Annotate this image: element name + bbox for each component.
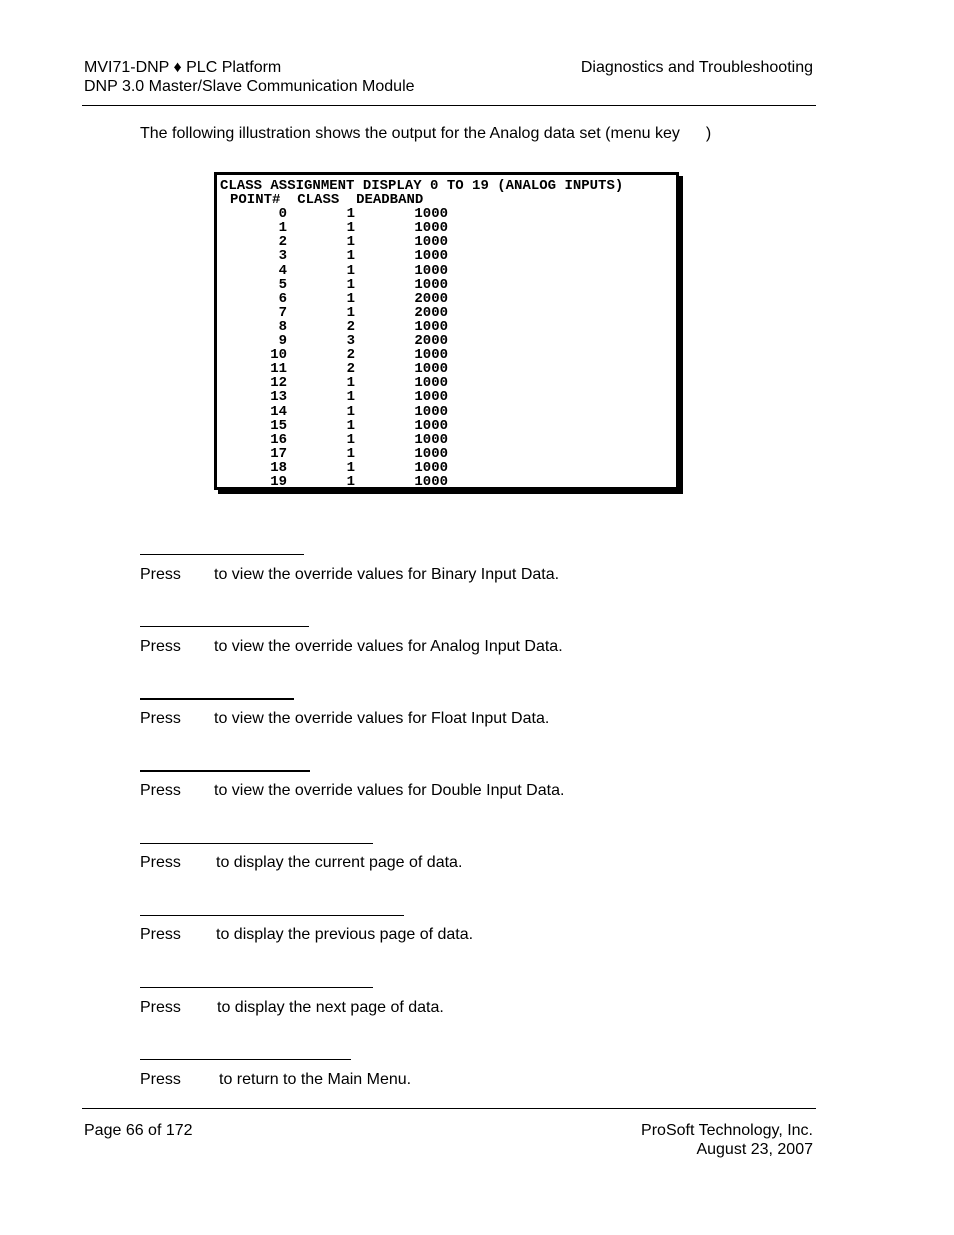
- row-point: 16: [270, 431, 287, 448]
- press-label: Press: [140, 710, 181, 727]
- row-deadband: 1000: [414, 417, 448, 434]
- terminal-row: [220, 320, 676, 334]
- row-deadband: 1000: [414, 206, 448, 223]
- terminal-row: [220, 376, 676, 390]
- row-class: 1: [346, 375, 355, 392]
- row-class: 1: [346, 248, 355, 265]
- row-point: 13: [270, 389, 287, 406]
- terminal-row: [220, 447, 676, 461]
- row-point: 6: [278, 290, 287, 307]
- press-label: Press: [140, 638, 181, 655]
- section-heading-rule: [140, 770, 310, 772]
- row-point: 1: [278, 220, 287, 237]
- terminal-row: [220, 249, 676, 263]
- row-point: 11: [270, 361, 287, 378]
- row-class: 1: [346, 290, 355, 307]
- section-instruction: [140, 854, 463, 872]
- instruction-text: to display the previous page of data.: [216, 926, 474, 943]
- row-point: 17: [270, 445, 287, 462]
- row-point: 15: [270, 417, 287, 434]
- press-label: Press: [140, 566, 181, 583]
- row-class: 1: [346, 206, 355, 223]
- header-module: DNP 3.0 Master/Slave Communication Module: [84, 78, 415, 95]
- row-class: 1: [346, 234, 355, 251]
- row-deadband: 1000: [414, 276, 448, 293]
- footer-rule: [82, 1108, 816, 1109]
- footer-page-number: Page 66 of 172: [84, 1122, 193, 1139]
- row-class: 1: [346, 304, 355, 321]
- row-point: 2: [278, 234, 287, 251]
- press-label: Press: [140, 1071, 181, 1088]
- section-heading-rule: [140, 554, 304, 555]
- instruction-text: to view the override values for Double Input Data.: [214, 782, 565, 799]
- terminal-row: [220, 278, 676, 292]
- intro-close: ): [705, 125, 712, 142]
- row-deadband: 2000: [414, 304, 448, 321]
- terminal-row: [220, 475, 676, 489]
- header-rule: [82, 105, 816, 106]
- intro-text: The following illustration shows the output for the Analog data set (menu key: [140, 125, 680, 142]
- section-heading-rule: [140, 626, 309, 627]
- row-deadband: 1000: [414, 375, 448, 392]
- row-class: 1: [346, 389, 355, 406]
- footer-company: ProSoft Technology, Inc.: [641, 1122, 813, 1139]
- section-instruction: [140, 638, 563, 656]
- press-label: Press: [140, 999, 181, 1016]
- terminal-row: [220, 461, 676, 475]
- section-instruction: [140, 710, 550, 728]
- press-label: Press: [140, 926, 181, 943]
- section-instruction: [140, 782, 565, 800]
- terminal-row: [220, 235, 676, 249]
- row-deadband: 1000: [414, 262, 448, 279]
- instruction-text: to view the override values for Binary Input Data.: [214, 566, 560, 583]
- terminal-row: [220, 306, 676, 320]
- row-deadband: 1000: [414, 347, 448, 364]
- row-point: 19: [270, 473, 287, 490]
- press-label: Press: [140, 782, 181, 799]
- row-class: 1: [346, 431, 355, 448]
- section-heading-rule: [140, 843, 373, 844]
- row-class: 1: [346, 417, 355, 434]
- row-class: 1: [346, 262, 355, 279]
- instruction-text: to view the override values for Float Input Data.: [214, 710, 550, 727]
- row-deadband: 1000: [414, 234, 448, 251]
- row-point: 18: [270, 459, 287, 476]
- row-class: 1: [346, 459, 355, 476]
- row-deadband: 2000: [414, 333, 448, 350]
- row-class: 2: [346, 347, 355, 364]
- row-class: 2: [346, 361, 355, 378]
- section-heading-rule: [140, 987, 373, 988]
- section-instruction: [140, 566, 560, 584]
- row-point: 8: [278, 318, 287, 335]
- row-point: 9: [278, 333, 287, 350]
- section-instruction: [140, 1071, 412, 1089]
- row-deadband: 1000: [414, 318, 448, 335]
- terminal-row: [220, 207, 676, 221]
- section-instruction: [140, 926, 474, 944]
- intro-paragraph: [140, 125, 711, 143]
- row-point: 5: [278, 276, 287, 293]
- row-point: 12: [270, 375, 287, 392]
- row-class: 2: [346, 318, 355, 335]
- row-deadband: 1000: [414, 459, 448, 476]
- terminal-row: [220, 390, 676, 404]
- instruction-text: to display the current page of data.: [216, 854, 463, 871]
- terminal-row: [220, 419, 676, 433]
- instruction-text: to display the next page of data.: [217, 999, 444, 1016]
- row-point: 7: [278, 304, 287, 321]
- row-deadband: 2000: [414, 290, 448, 307]
- row-deadband: 1000: [414, 248, 448, 265]
- instruction-text: to view the override values for Analog Input Data.: [214, 638, 563, 655]
- row-deadband: 1000: [414, 389, 448, 406]
- footer-date: August 23, 2007: [696, 1141, 813, 1158]
- row-class: 1: [346, 403, 355, 420]
- row-point: 4: [278, 262, 287, 279]
- terminal-rows: [220, 207, 676, 489]
- instruction-text: to return to the Main Menu.: [219, 1071, 412, 1088]
- terminal-row: [220, 334, 676, 348]
- row-class: 1: [346, 276, 355, 293]
- section-heading-rule: [140, 915, 404, 916]
- row-point: 0: [278, 206, 287, 223]
- row-class: 1: [346, 473, 355, 490]
- row-point: 10: [270, 347, 287, 364]
- row-deadband: 1000: [414, 220, 448, 237]
- terminal-row: [220, 221, 676, 235]
- terminal-row: [220, 405, 676, 419]
- class-assignment-terminal: [214, 172, 679, 490]
- column-class: CLASS: [297, 192, 340, 209]
- section-heading-rule: [140, 698, 294, 700]
- terminal-row: [220, 348, 676, 362]
- section-instruction: [140, 999, 444, 1017]
- terminal-row: [220, 362, 676, 376]
- press-label: Press: [140, 854, 181, 871]
- column-deadband: DEADBAND: [356, 192, 424, 209]
- row-deadband: 1000: [414, 403, 448, 420]
- row-deadband: 1000: [414, 445, 448, 462]
- terminal-row: [220, 433, 676, 447]
- section-heading-rule: [140, 1059, 351, 1060]
- row-deadband: 1000: [414, 361, 448, 378]
- header-section: Diagnostics and Troubleshooting: [580, 59, 813, 76]
- terminal-title: CLASS ASSIGNMENT DISPLAY 0 TO 19 (ANALOG INPUTS): [220, 178, 624, 194]
- terminal-row: [220, 292, 676, 306]
- row-class: 1: [346, 445, 355, 462]
- row-class: 1: [346, 220, 355, 237]
- header-product: MVI71-DNP ♦ PLC Platform: [84, 59, 282, 76]
- column-point: POINT#: [230, 192, 281, 209]
- row-deadband: 1000: [414, 473, 448, 490]
- row-class: 3: [346, 333, 355, 350]
- terminal-columns: [220, 193, 676, 207]
- row-point: 3: [278, 248, 287, 265]
- terminal-row: [220, 264, 676, 278]
- row-deadband: 1000: [414, 431, 448, 448]
- row-point: 14: [270, 403, 287, 420]
